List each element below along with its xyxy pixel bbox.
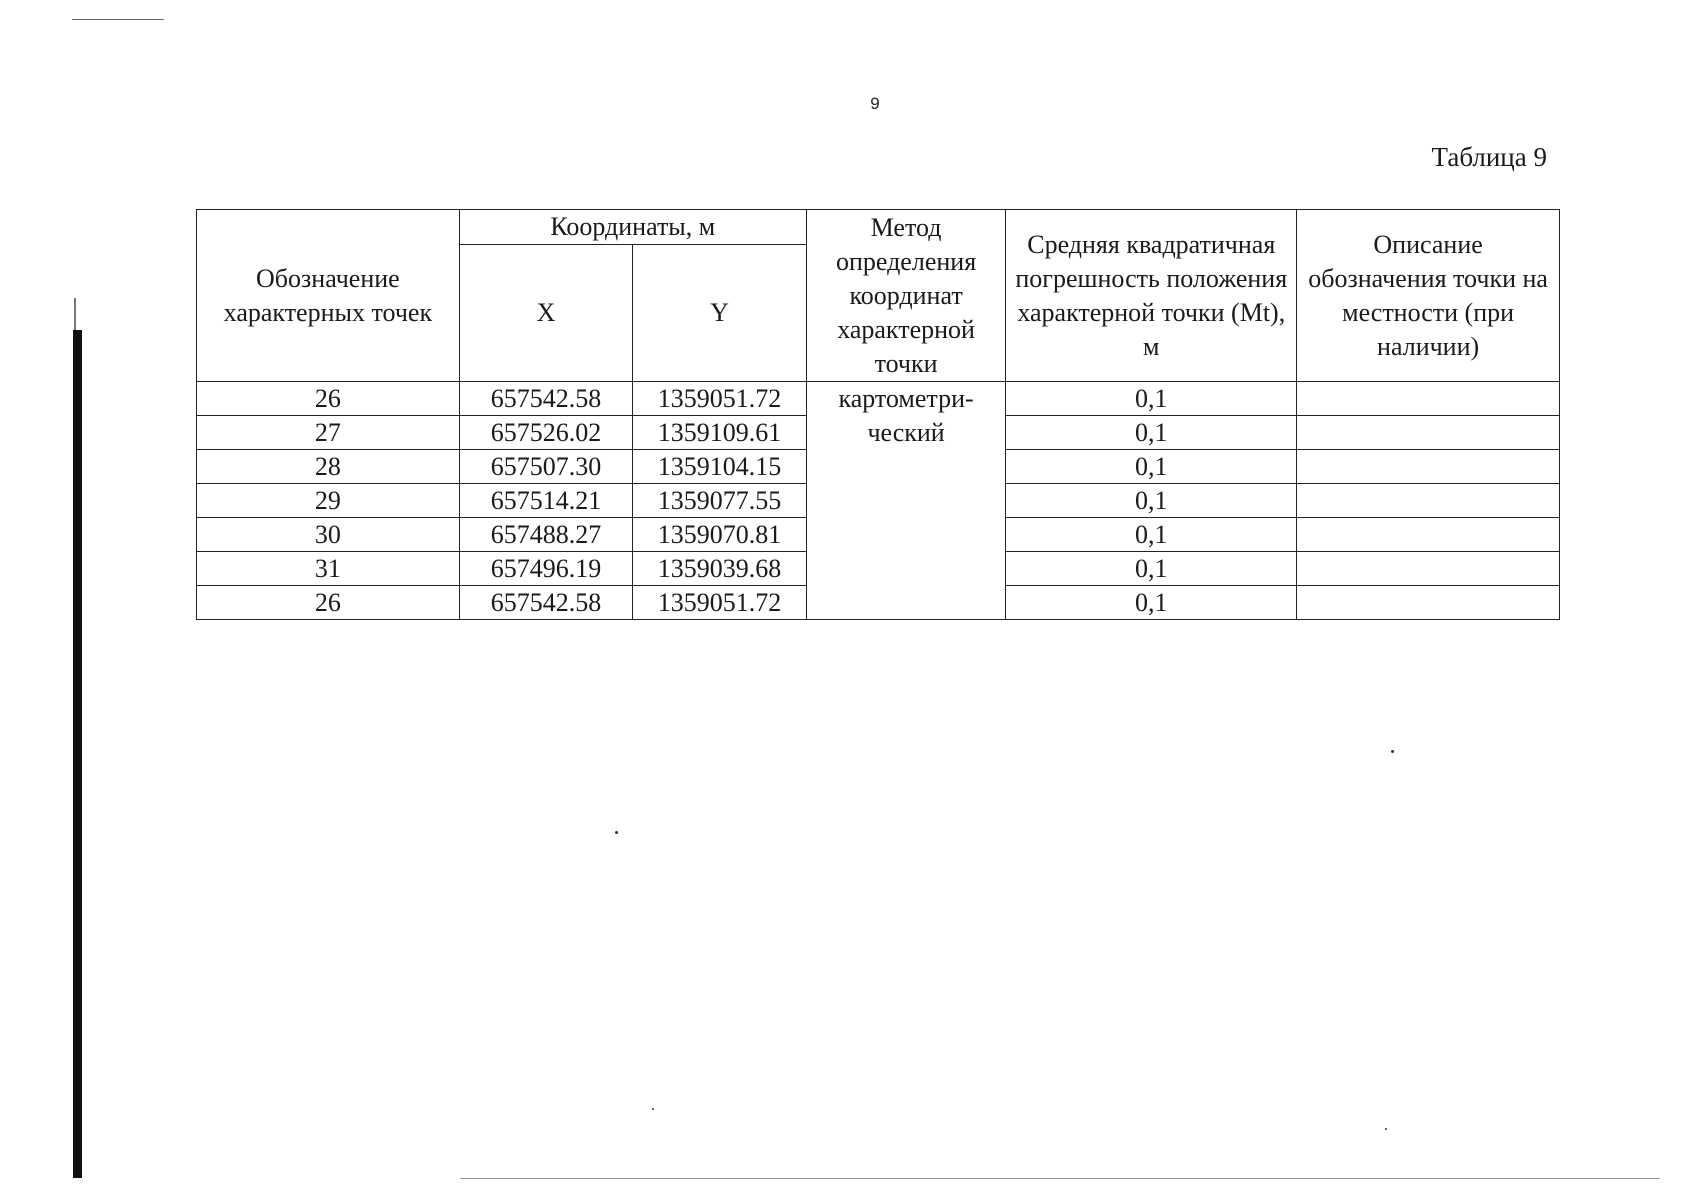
header-point-description: Описание обозначения точки на местности (при наличии) bbox=[1297, 210, 1560, 382]
cell-y: 1359104.15 bbox=[633, 450, 807, 484]
cell-y: 1359051.72 bbox=[633, 382, 807, 416]
cell-point: 26 bbox=[197, 586, 460, 620]
cell-x: 657514.21 bbox=[459, 484, 633, 518]
table-row bbox=[197, 382, 1560, 416]
coordinates-table bbox=[196, 209, 1560, 620]
cell-description bbox=[1297, 416, 1560, 450]
header-point-designation: Обозначение характерных точек bbox=[197, 210, 460, 382]
cell-point: 30 bbox=[197, 518, 460, 552]
cell-error: 0,1 bbox=[1006, 518, 1297, 552]
cell-method: картометри-ческий bbox=[806, 382, 1006, 620]
scan-speck bbox=[1385, 1128, 1387, 1130]
cell-point: 31 bbox=[197, 552, 460, 586]
scan-edge-mark bbox=[74, 298, 76, 330]
cell-error: 0,1 bbox=[1006, 484, 1297, 518]
cell-x: 657496.19 bbox=[459, 552, 633, 586]
cell-description bbox=[1297, 484, 1560, 518]
cell-point: 28 bbox=[197, 450, 460, 484]
scan-edge-line-bottom bbox=[460, 1178, 1660, 1179]
cell-y: 1359109.61 bbox=[633, 416, 807, 450]
cell-y: 1359077.55 bbox=[633, 484, 807, 518]
cell-point: 27 bbox=[197, 416, 460, 450]
scan-speck bbox=[652, 1108, 654, 1110]
cell-x: 657488.27 bbox=[459, 518, 633, 552]
cell-description bbox=[1297, 450, 1560, 484]
cell-y: 1359039.68 bbox=[633, 552, 807, 586]
header-mean-square-error: Средняя квадратичная погрешность положения характерной точки (Mt), м bbox=[1006, 210, 1297, 382]
cell-description bbox=[1297, 518, 1560, 552]
cell-error: 0,1 bbox=[1006, 416, 1297, 450]
cell-x: 657526.02 bbox=[459, 416, 633, 450]
cell-description bbox=[1297, 586, 1560, 620]
cell-description bbox=[1297, 552, 1560, 586]
table-caption: Таблица 9 bbox=[1431, 142, 1547, 172]
cell-x: 657542.58 bbox=[459, 586, 633, 620]
header-x: X bbox=[459, 245, 633, 382]
cell-x: 657542.58 bbox=[459, 382, 633, 416]
cell-y: 1359070.81 bbox=[633, 518, 807, 552]
cell-description bbox=[1297, 382, 1560, 416]
cell-point: 29 bbox=[197, 484, 460, 518]
cell-x: 657507.30 bbox=[459, 450, 633, 484]
cell-error: 0,1 bbox=[1006, 382, 1297, 416]
cell-error: 0,1 bbox=[1006, 552, 1297, 586]
header-coordinates-group: Координаты, м bbox=[459, 210, 806, 245]
scan-edge-line-top bbox=[72, 19, 164, 20]
header-y: Y bbox=[633, 245, 807, 382]
cell-error: 0,1 bbox=[1006, 450, 1297, 484]
header-method: Метод определения координат характерной точки bbox=[806, 210, 1006, 382]
cell-point: 26 bbox=[197, 382, 460, 416]
scan-edge-bar-left bbox=[73, 330, 82, 1178]
scan-speck bbox=[615, 831, 618, 834]
page-number: 9 bbox=[870, 94, 880, 113]
cell-error: 0,1 bbox=[1006, 586, 1297, 620]
cell-y: 1359051.72 bbox=[633, 586, 807, 620]
scan-speck bbox=[1391, 750, 1394, 753]
